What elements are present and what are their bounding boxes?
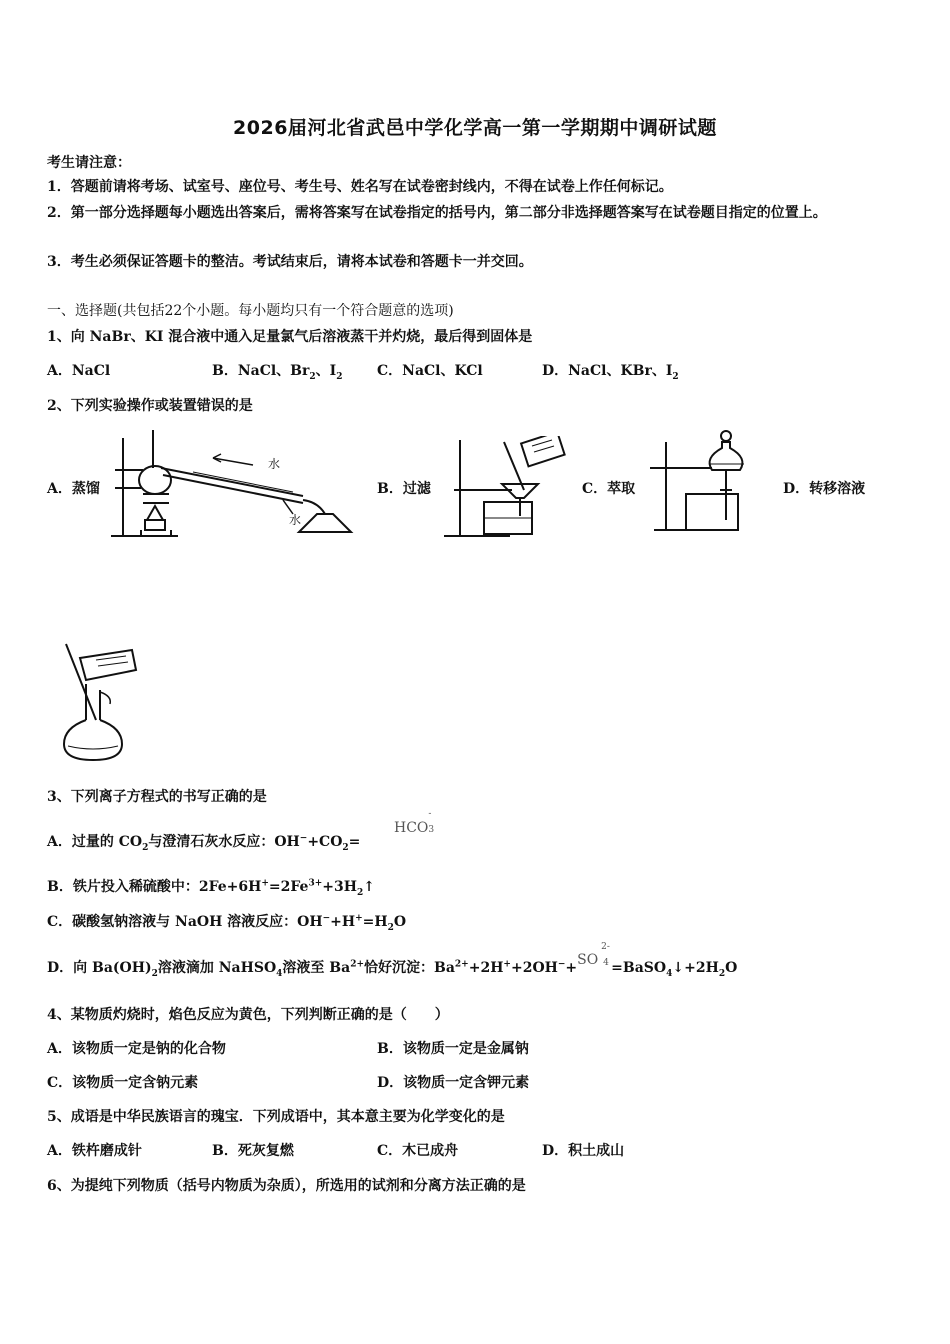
notice-item-3: 3．考生必须保证答题卡的整洁。考试结束后，请将本试卷和答题卡一并交回。 (47, 254, 533, 270)
q3-option-c: C．碳酸氢钠溶液与 NaOH 溶液反应：$OH^-+H^+=H_2O$ (47, 913, 407, 933)
q2-stem: 2、下列实验操作或装置错误的是 (47, 398, 253, 414)
q3-a-formula: HCO - 3 (394, 809, 435, 836)
q1-option-a: A．NaCl (47, 363, 111, 379)
distillation-apparatus-image (103, 428, 358, 540)
q3-option-a: A．过量的 $CO_2$与澄清石灰水反应：$OH^-+CO_2=$ (47, 833, 361, 853)
transfer-solution-image (56, 640, 142, 764)
q3-stem: 3、下列离子方程式的书写正确的是 (47, 789, 267, 805)
q5-option-d: D．积土成山 (542, 1143, 625, 1159)
notice-item-1: 1．答题前请将考场、试室号、座位号、考生号、姓名写在试卷密封线内，不得在试卷上作任何标记。 (47, 179, 673, 195)
q2-option-b: B．过滤 (377, 481, 431, 497)
notice-heading: 考生请注意： (47, 155, 131, 171)
water-out-label: 水 (289, 513, 302, 527)
page-title: 2026届河北省武邑中学化学高一第一学期期中调研试题 (233, 117, 717, 139)
q2-option-d: D．转移溶液 (783, 481, 866, 497)
notice-item-2: 2．第一部分选择题每小题选出答案后，需将答案写在试卷指定的括号内，第二部分非选择题答案写在试卷题目指定的位置上。 (47, 205, 827, 221)
q4-option-d: D．该物质一定含钾元素 (377, 1075, 530, 1091)
water-in-label: 水 (268, 457, 281, 471)
section-heading: 一、选择题(共包括22个小题。每小题均只有一个符合题意的选项) (47, 303, 454, 319)
q3-option-d: D．向 $Ba(OH)_2$溶液滴加 NaHSO$_4$溶液至 $Ba^{2+}$恰好沉淀：$Ba^{2+}+2H^++2OH^-+SO$ 2- 4 $=BaSO_4↓+2H_2O$ (47, 942, 738, 979)
q1-option-c: C．NaCl、KCl (377, 363, 483, 379)
q2-option-c: C．萃取 (582, 481, 636, 497)
q1-stem: 1、向 NaBr、KI 混合液中通入足量氯气后溶液蒸干并灼烧，最后得到固体是 (47, 329, 533, 345)
q1-option-b: B．NaCl、$Br_2$、$I_2$ (212, 363, 343, 382)
q5-stem: 5、成语是中华民族语言的瑰宝．下列成语中，其本意主要为化学变化的是 (47, 1109, 505, 1125)
q3-d-formula: SO 2- 4 (577, 942, 610, 968)
q6-stem: 6、为提纯下列物质（括号内物质为杂质），所选用的试剂和分离方法正确的是 (47, 1178, 526, 1194)
q5-option-c: C．木已成舟 (377, 1143, 459, 1159)
q2-option-a: A．蒸馏 (47, 481, 100, 497)
q4-stem: 4、某物质灼烧时，焰色反应为黄色，下列判断正确的是（ ） (47, 1007, 449, 1023)
filtration-apparatus-image (440, 436, 570, 540)
extraction-apparatus-image (650, 428, 760, 534)
q5-option-b: B．死灰复燃 (212, 1143, 294, 1159)
q3-option-b: B．铁片投入稀硫酸中：$2Fe+6H^+=2Fe^{3+}+3H_2↑$ (47, 878, 375, 898)
q5-option-a: A．铁杵磨成针 (47, 1143, 142, 1159)
q4-option-b: B．该物质一定是金属钠 (377, 1041, 529, 1057)
q4-option-c: C．该物质一定含钠元素 (47, 1075, 199, 1091)
q1-option-d: D．NaCl、KBr、$I_2$ (542, 363, 679, 382)
q4-option-a: A．该物质一定是钠的化合物 (47, 1041, 226, 1057)
